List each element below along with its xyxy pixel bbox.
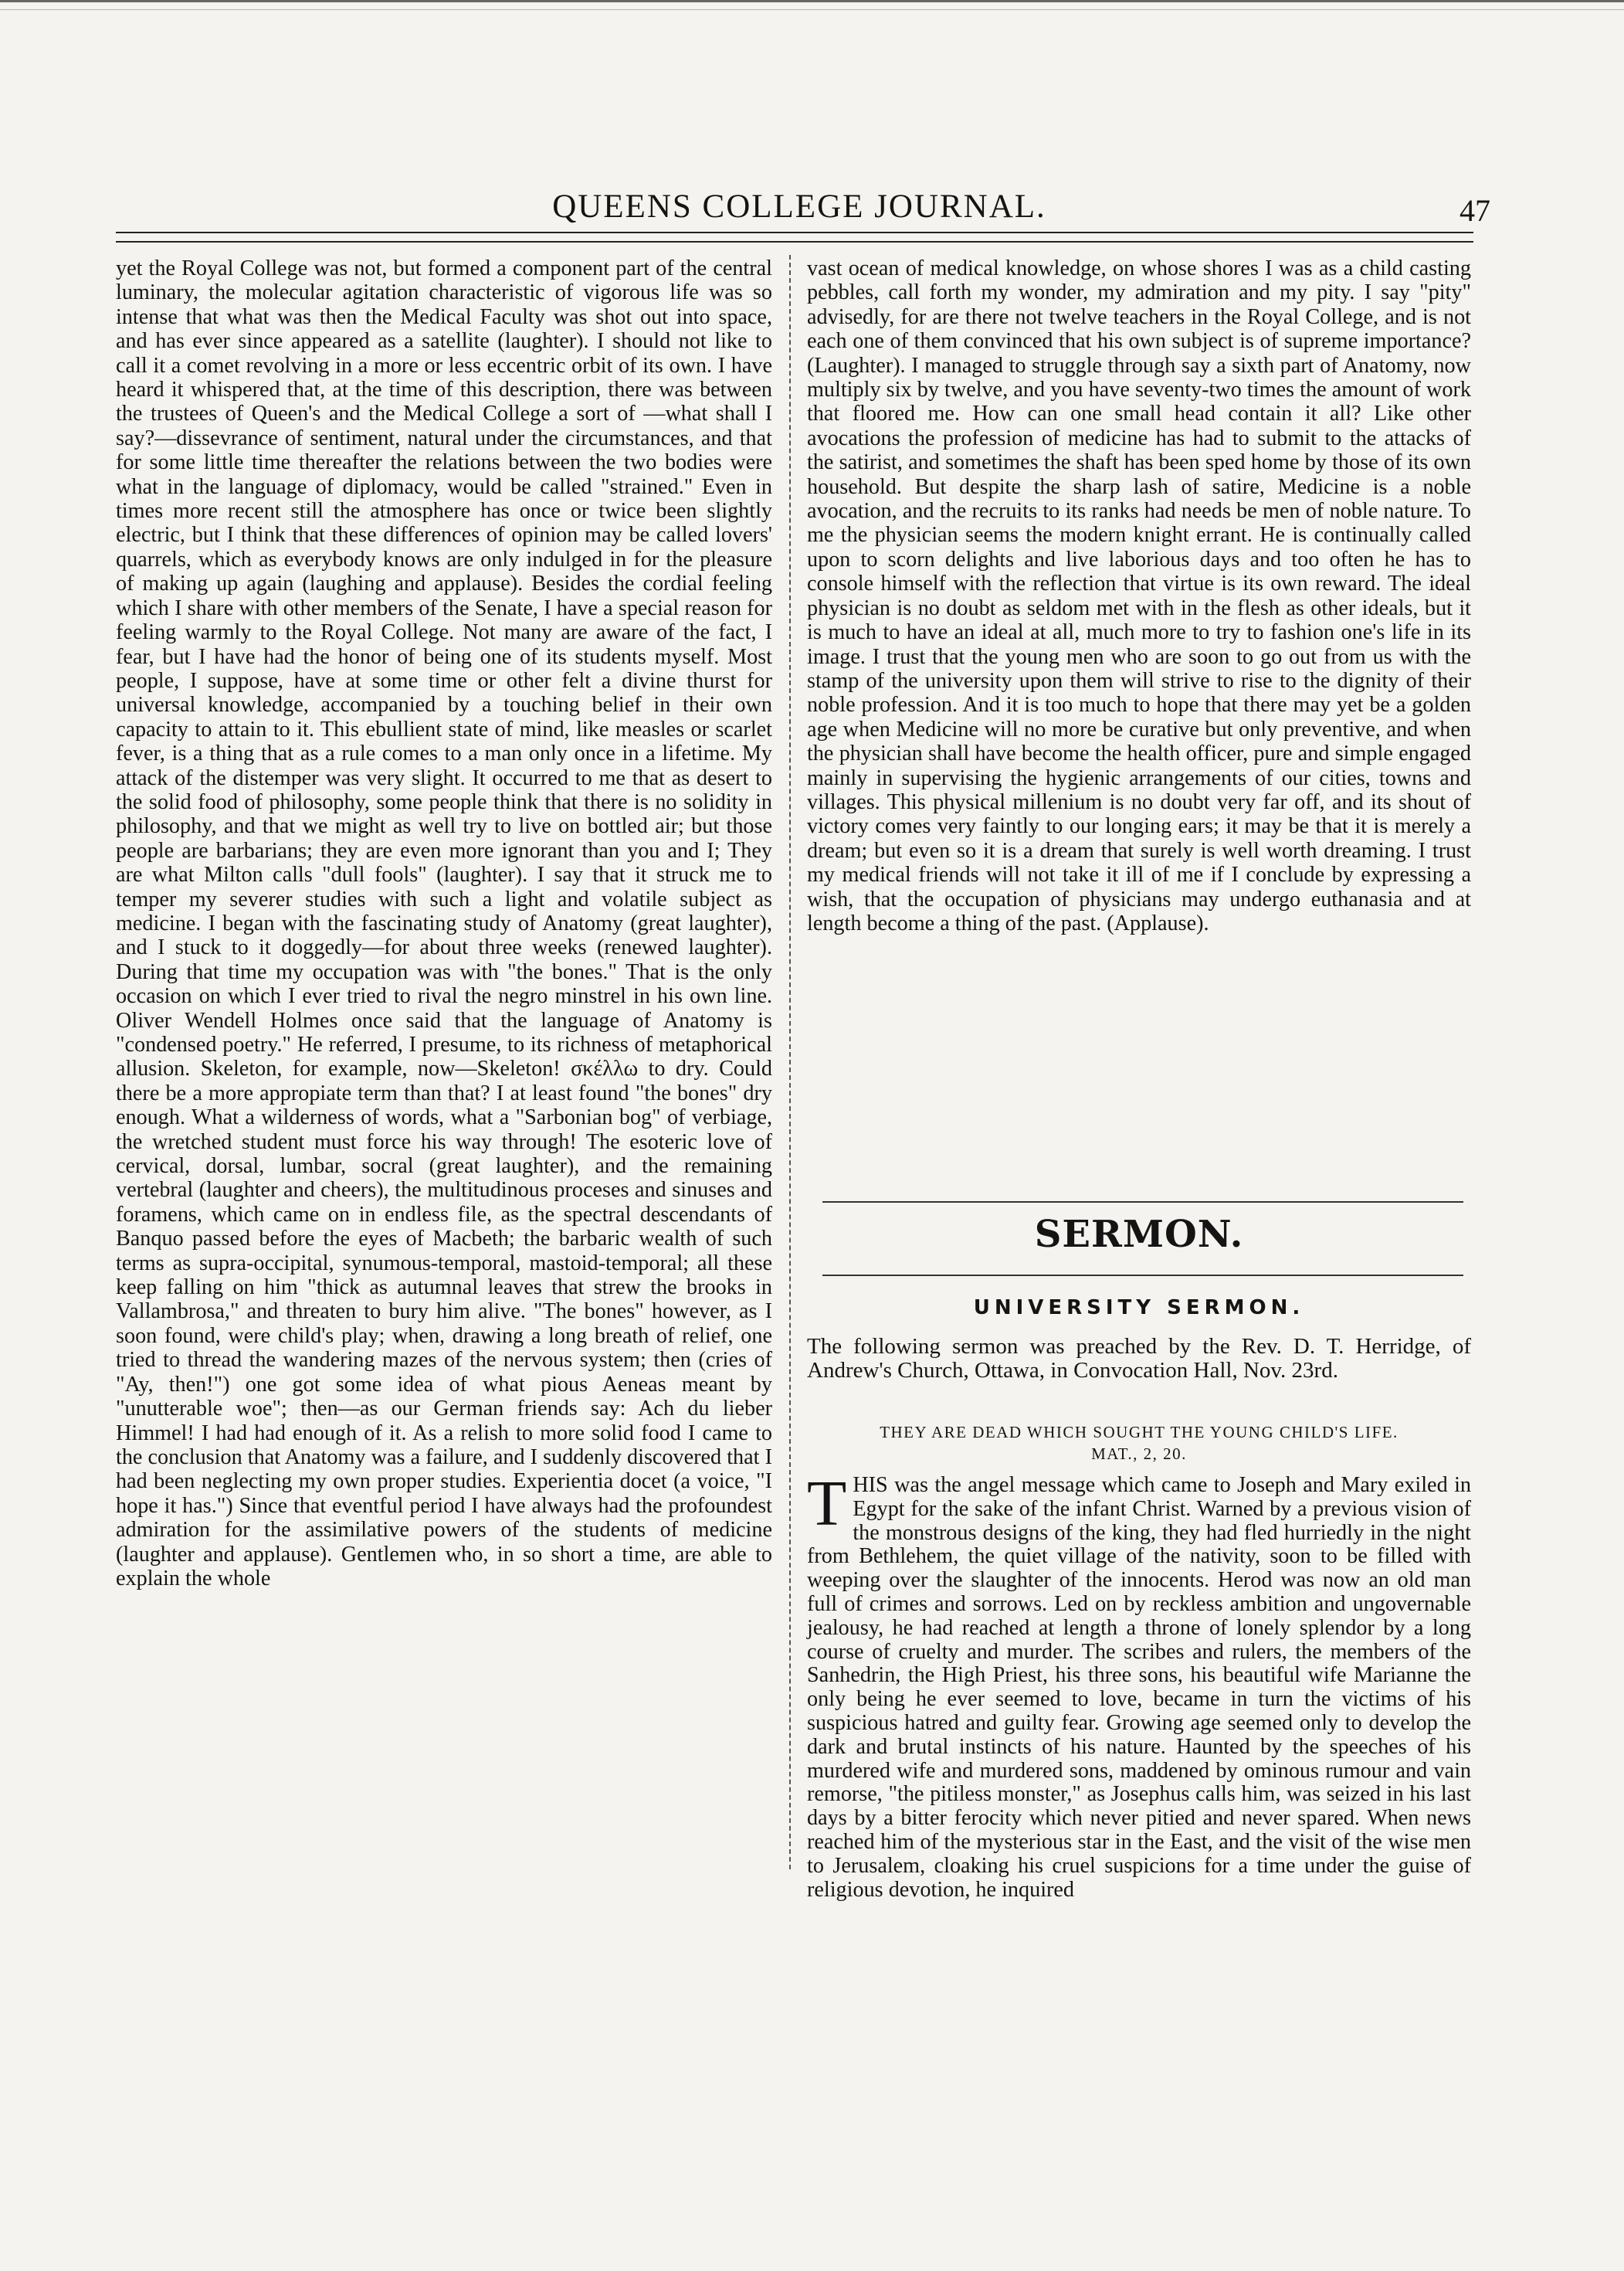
column-divider [789, 255, 791, 1869]
section-heading: SERMON. [1034, 1213, 1244, 1256]
page-number: 47 [1460, 193, 1490, 228]
section-rule-top [822, 1201, 1463, 1203]
header-rule [116, 232, 1473, 243]
section-rule-bottom [822, 1275, 1463, 1276]
drop-cap: T [807, 1468, 847, 1539]
page-edge-strip [0, 0, 1624, 28]
right-column-text: vast ocean of medical knowledge, on whose shores I was as a child casting pebbles, call forth my wonder, my admiration and my pity. I say "pity" advisedly, for are there not twelve teachers in the Royal College, and is not each one of them convinced that his own subject is of supreme importance? (Laughter). I managed to struggle through say a sixth part of Anatomy, now multiply six by twelve, and you have seventy-two times the amount of work that floored me. How can one small head contain it all? Like other avocations the profession of medicine has had to submit to the attacks of the satirist, and sometimes the shaft has been sped home by those of its own household. But despite the sharp lash of satire, Medicine is a noble avocation, and the recruits to its ranks had needs be men of noble nature. To me the physician seems the modern knight errant. He is continually called upon to scorn delights and live laborious days and too often he has to console himself with the reflection that virtue is its own reward. The ideal physician is no doubt as seldom met with in the flesh as other ideals, but it is much to have an ideal at all, much more to try to fashion one's life in its image. I trust that the young men who are soon to go out from us with the stamp of the university upon them will strive to rise to the dignity of their noble profession. And it is too much to hope that there may yet be a golden age when Medicine will no more be curative but only preventive, and when the physician shall have become the health officer, pure and simple engaged mainly in supervising the hygienic arrangements of our cities, towns and villages. This physical millenium is no doubt very far off, and its shout of victory comes very faintly to our longing ears; it may be that it is merely a dream; but even so it is a dream that surely is well worth dreaming. I trust my medical friends will not take it ill of me if I conclude by expressing a wish, that the occupation of physicians may undergo euthanasia and at length become a thing of the past. (Applause). [807, 256, 1471, 935]
sermon-body-text: HIS was the angel message which came to Joseph and Mary exiled in Egypt for the sake of the infant Christ. Warned by a previous vision of the monstrous designs of the king, they had fled hurriedly in the night from Bethlehem, the quiet village of the nativity, soon to be filled with weeping over the slaughter of the innocents. Herod was now an old man full of crimes and sorrows. Led on by reckless ambition and ungovernable jealousy, he had reached at length a throne of lonely splendor by a long course of cruelty and murder. The scribes and rulers, the members of the Sanhedrin, the High Priest, his three sons, his beautiful wife Marianne the only being he ever seemed to love, became in turn the victims of his suspicious hatred and guilty fear. Growing age seemed only to develop the dark and brutal instincts of his nature. Haunted by the speeches of his murdered wife and murdered sons, maddened by ominous rumour and vain remorse, "the pitiless monster," as Josephus calls him, was seized in his last days by a bitter ferocity which never pitied and never spared. When news reached him of the mysterious star in the East, and the visit of the wise men to Jerusalem, cloaking his cruel suspicions for a time under the guise of religious devotion, he inquired [807, 1473, 1471, 1902]
article-title: UNIVERSITY SERMON. [973, 1296, 1305, 1319]
left-column-text: yet the Royal College was not, but formed a component part of the central luminary, the molecular agitation characteristic of vigorous life was so intense that what was then the Medical Faculty was shot out into space, and has ever since appeared as a satellite (laughter). I should not like to call it a comet revolving in a more or less eccentric orbit of its own. I have heard it whispered that, at the time of this description, there was between the trustees of Queen's and the Medical College a sort of —what shall I say?—dissevrance of sentiment, natural under the circumstances, and that for some little time thereafter the relations between the two bodies were what in the language of diplomacy, would be called "strained." Even in times more recent still the atmosphere has once or twice been slightly electric, but I think that these differences of opinion may be called lovers' quarrels, which as everybody knows are only indulged in for the pleasure of making up again (laughing and applause). Besides the cordial feeling which I share with other members of the Senate, I have a special reason for feeling warmly to the Royal College. Not many are aware of the fact, I fear, but I have had the honor of being one of its students myself. Most people, I suppose, have at some time or other felt a divine thurst for universal knowledge, accompanied by a touching belief in their own capacity to attain to it. This ebullient state of mind, like measles or scarlet fever, is a thing that as a rule comes to a man only once in a lifetime. My attack of the distemper was very slight. It occurred to me that as desert to the solid food of philosophy, some people think that there is no solidity in philosophy, and that we might as well try to live on bottled air; but those people are barbarians; they are even more ignorant than you and I; They are what Milton calls "dull fools" (laughter). I say that it struck me to temper my severer studies with such a light and volatile subject as medicine. I began with the fascinating study of Anatomy (great laughter), and I stuck to it doggedly—for about three weeks (renewed laughter). During that time my occupation was with "the bones." That is the only occasion on which I ever tried to rival the negro minstrel in his own line. Oliver Wendell Holmes once said that the language of Anatomy is "condensed poetry." He referred, I presume, to its richness of metaphorical allusion. Skeleton, for example, now—Skeleton! σκέλλω to dry. Could there be a more appropiate term than that? I at least found "the bones" dry enough. What a wilderness of words, what a "Sarbonian bog" of verbiage, the wretched student must force his way through! The esoteric love of cervical, dorsal, lumbar, socral (great laughter), and the remaining vertebral (laughter and cheers), the multitudinous proceses and sinuses and foramens, which came on in endless file, as the spectral descendants of Banquo passed before the eyes of Macbeth; the barbaric wealth of such terms as supra-occipital, synumous-temporal, mastoid-temporal; all these keep falling on him "thick as autumnal leaves that strew the brooks in Vallambrosa," and threaten to bury him alive. "The bones" however, as I soon found, were child's play; when, drawing a long breath of relief, one tried to thread the wandering mazes of the nervous system; then (cries of "Ay, then!") one got some idea of what pious Aeneas meant by "unutterable woe"; then—as our German friends say: Ach du lieber Himmel! I had had enough of it. As a relish to more solid food I came to the conclusion that Anatomy was a failure, and I suddenly discovered that I had been neglecting my own proper studies. Experientia docet (a voice, "I hope it has.") Since that eventful period I have always had the profoundest admiration for the assimilative powers of the students of medicine (laughter and applause). Gentlemen who, in so short a time, are able to explain the whole [116, 256, 772, 1590]
sermon-body [807, 1468, 1471, 1902]
page-header [116, 182, 1490, 236]
sermon-intro: The following sermon was preached by the Rev. D. T. Herridge, of Andrew's Church, Ottawa, in Convocation Hall, Nov. 23rd. [807, 1334, 1471, 1383]
scripture-reference: THEY ARE DEAD WHICH SOUGHT THE YOUNG CHILD'S LIFE. MAT., 2, 20. [880, 1423, 1399, 1463]
journal-title: QUEENS COLLEGE JOURNAL. [552, 188, 1046, 225]
